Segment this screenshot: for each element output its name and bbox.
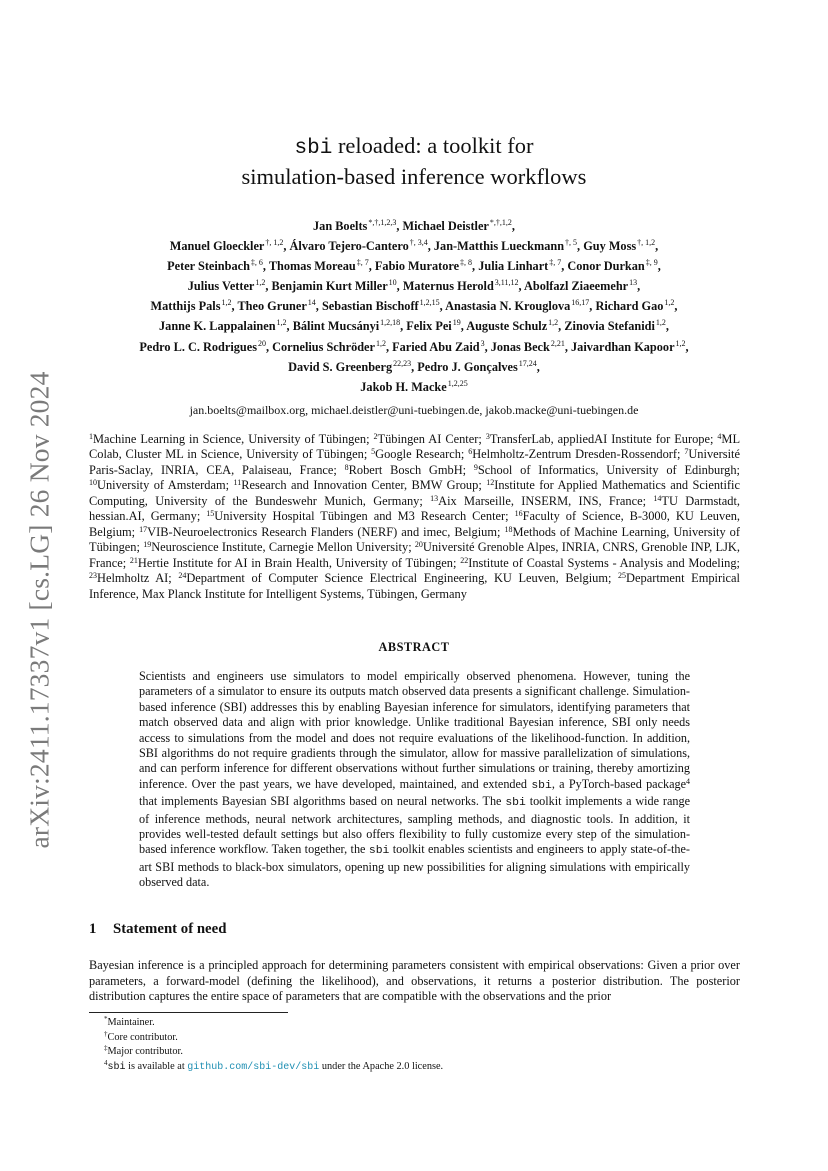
author-name: [417, 360, 537, 374]
author-name-text: Thomas Moreau: [268, 259, 356, 274]
affiliation-item: [430, 494, 646, 508]
arxiv-stamp: [20, 360, 60, 860]
author-name: [290, 239, 428, 253]
affiliation-number: 3: [485, 432, 490, 441]
author-affiliation-marks: 3: [480, 338, 485, 348]
author-name-text: Cornelius Schröder: [272, 339, 375, 354]
section-number: 1: [89, 921, 97, 937]
affiliation-text: TU Darmstadt, hessian.AI, Germany;: [89, 493, 740, 524]
footnotes: [104, 1016, 443, 1076]
section-title-text: Statement of need: [113, 921, 227, 937]
arxiv-stamp-text: arXiv:2411.17337v1 [cs.LG] 26 Nov 2024: [24, 371, 56, 849]
affiliation-number: 19: [143, 540, 152, 550]
author-affiliation-marks: 14: [307, 298, 316, 308]
abstract-part-4: toolkit implements a wide range of inference methods, neural network architectures, sampling methods, and diagnostic tools. In addition, it provides well-tested default settings but also offers flexibility to fully customize every step of the simulation-based inference workflow. Taken together, the: [139, 794, 690, 857]
author-name-text: Manuel Gloeckler: [169, 239, 265, 254]
abstract-part-2: , a PyTorch-based package: [551, 776, 686, 791]
affiliation-item: [374, 432, 482, 446]
affiliation-text: Methods of Machine Learning, University of Tübingen;: [89, 524, 740, 555]
affiliation-text: TransferLab, appliedAI Institute for Europe;: [489, 432, 714, 446]
author-name-text: Felix Pei: [406, 319, 452, 334]
affiliation-item: [233, 478, 481, 492]
affiliation-text: Université Paris-Saclay, INRIA, CEA, Palaiseau, France;: [89, 447, 740, 477]
affiliation-text: Helmholtz AI;: [97, 571, 172, 586]
affiliation-text: Tübingen AI Center;: [377, 432, 482, 446]
affiliation-number: 21: [129, 555, 138, 565]
abstract-part-1: Scientists and engineers use simulators to model empirically observed phenomena. However, tuning the parameters of a simulator to ensure its outputs match observed data presents a significant challenge. Simulation-based inference (SBI) addresses this by enabling Bayesian inference for simulators, identifying parameters that match observed data and align with prior knowledge. Unlike traditional Bayesian inference, SBI only needs access to simulations from the model and does not require evaluations of the likelihood-function. In addition, SBI algorithms do not require gradients through the simulator, allow for massive parallelization of simulations, and can perform inference for different observations without further simulations or training, thereby amortizing inference. Over the past years, we have developed, maintained, and extended: [139, 669, 690, 791]
abstract-text: [139, 669, 690, 891]
author-name-text: Jaivardhan Kapoor: [571, 339, 675, 354]
title-code-name: sbi: [294, 137, 333, 160]
author-affiliation-marks: 1,2: [548, 318, 559, 328]
author-name-text: Julius Vetter: [187, 279, 255, 294]
author-name-text: Michael Deistler: [402, 219, 489, 233]
abstract-part-3: that implements Bayesian SBI algorithms based on neural networks. The: [139, 794, 506, 809]
author-affiliation-marks: 2,21: [550, 338, 565, 348]
author-affiliation-marks: 1,2: [221, 298, 232, 308]
footnote-text: Maintainer.: [107, 1017, 155, 1028]
affiliation-text: School of Informatics, University of Edinburgh;: [477, 462, 740, 477]
affiliation-text: Aix Marseille, INSERM, INS, France;: [438, 493, 647, 508]
author-line: Peter Steinbach$^{\ddagger, 6}$, Thomas Moreau$^{\ddagger, 7}$, Fabio Muratore$^{\ddagger, 8}$, Julia Linhart$^{\ddagger, 7}$, Conor Durkan$^{\ddagger, 9}$,: [167, 258, 661, 274]
author-name: [583, 239, 655, 253]
author-affiliation-marks: 3,11,12: [494, 278, 519, 288]
author-name-text: Maternus Herold: [402, 279, 494, 294]
abstract-code-3: sbi: [368, 845, 390, 858]
author-name-text: David S. Greenberg: [288, 359, 393, 374]
affiliation-text: University Hospital Tübingen and M3 Research Center;: [214, 509, 509, 524]
affiliation-number: 12: [486, 478, 495, 488]
footnote-divider: [89, 1012, 288, 1013]
author-line: Janne K. Lappalainen$^{1,2}$, Bálint Mucsányi$^{1,2,18}$, Felix Pei$^{19}$, Auguste Schulz$^{1,2}$, Zinovia Stefanidi$^{1,2}$,: [159, 318, 669, 334]
paper-title: [0, 132, 828, 191]
author-name: [478, 259, 561, 273]
affiliation-number: 1: [89, 432, 93, 441]
author-name: [567, 259, 657, 273]
github-link[interactable]: github.com/sbi-dev/sbi: [187, 1062, 320, 1074]
affiliation-item: [474, 463, 740, 477]
author-name-text: Peter Steinbach: [167, 259, 250, 274]
author-affiliation-marks: †, 5: [565, 238, 578, 248]
abstract-part-5: toolkit enables scientists and engineers to apply state-of-the-art SBI methods to black-box simulators, opening up new possibilities for aligning simulations with empirically observed data.: [139, 842, 690, 890]
author-name: [595, 299, 674, 313]
affiliation-number: 20: [414, 540, 423, 550]
affiliation-number: 15: [206, 509, 215, 519]
footnote-text: Major contributor.: [107, 1046, 183, 1058]
affiliation-number: 6: [468, 447, 473, 457]
affiliation-item: [89, 432, 370, 446]
affiliation-text: Department Empirical Inference, Max Planck Institute for Intelligent Systems, Tübingen, Germany: [89, 571, 740, 601]
author-name: [167, 259, 263, 273]
footnote-text: Core contributor.: [107, 1031, 178, 1043]
author-list: [90, 216, 738, 397]
affiliation-number: 14: [653, 493, 662, 503]
author-name: [564, 319, 666, 333]
footnote-core: [104, 1031, 443, 1046]
author-name: [524, 279, 637, 293]
title-line-2: simulation-based inference workflows: [241, 164, 587, 189]
footnote-maintainer: [104, 1016, 443, 1031]
author-affiliation-marks: †, 3,4: [409, 238, 428, 248]
abstract-heading: ABSTRACT: [378, 640, 450, 654]
author-affiliation-marks: 1,2: [675, 338, 686, 348]
author-line: Matthijs Pals$^{1,2}$, Theo Gruner$^{14}$, Sebastian Bischoff$^{1,2,15}$, Anastasia N. Krouglova$^{16,17}$, Richard Gao$^{1,2}$,: [150, 298, 678, 314]
author-name: [272, 279, 397, 293]
author-affiliation-marks: †, 1,2: [265, 238, 284, 248]
affiliations: [89, 432, 740, 602]
affiliation-item: [143, 540, 411, 554]
affiliation-text: Neuroscience Institute, Carnegie Mellon University;: [151, 540, 412, 555]
author-affiliation-marks: 20: [258, 338, 266, 348]
affiliation-item: [139, 525, 500, 539]
author-name-text: Julia Linhart: [478, 259, 549, 274]
author-name: [188, 279, 266, 293]
affiliation-item: [345, 463, 466, 477]
author-affiliation-marks: *,†,1,2: [489, 218, 512, 227]
author-name-text: Bálint Mucsányi: [292, 319, 380, 334]
author-name-text: Janne K. Lappalainen: [159, 319, 276, 334]
footnote-text-post: under the Apache 2.0 license.: [319, 1061, 444, 1073]
author-name-text: Matthijs Pals: [150, 299, 221, 314]
author-affiliation-marks: 1,2,15: [419, 298, 440, 308]
affiliation-number: 24: [178, 571, 187, 581]
author-name: [288, 360, 411, 374]
affiliation-number: 8: [344, 462, 349, 472]
affiliation-text: Institute for Applied Mathematics and Scientific Computing, University of the Bundeswehr Munich, Germany;: [89, 478, 740, 508]
author-name: [237, 299, 315, 313]
author-name-text: Faried Abu Zaid: [392, 339, 480, 354]
affiliation-text: Faculty of Science, B-3000, KU Leuven, Belgium;: [89, 509, 740, 539]
affiliation-number: 9: [473, 462, 478, 472]
author-affiliation-marks: †, 1,2: [637, 238, 656, 248]
affiliation-number: 18: [504, 524, 513, 534]
affiliation-number: 10: [89, 478, 97, 488]
footnote-code: sbi: [107, 1062, 126, 1074]
author-affiliation-marks: ‡, 7: [549, 258, 562, 268]
author-line: Julius Vetter$^{1,2}$, Benjamin Kurt Miller$^{10}$, Maternus Herold$^{3,11,12}$, Abolfazl Ziaeemehr$^{13}$,: [187, 278, 641, 294]
author-name: [392, 340, 484, 354]
author-affiliation-marks: 1,2: [664, 298, 675, 308]
affiliation-item: [89, 478, 229, 492]
author-name: [406, 319, 460, 333]
author-line: Manuel Gloeckler$^{\dagger, 1,2}$, Álvaro Tejero-Cantero$^{\dagger, 3,4}$, Jan-Matthis Lueckmann$^{\dagger, 5}$, Guy Moss$^{\dagger, 1,2}$,: [169, 238, 659, 254]
author-affiliation-marks: 1,2,18: [380, 318, 401, 328]
author-name-text: Auguste Schulz: [466, 319, 548, 334]
author-name: [403, 279, 519, 293]
author-name-text: Jakob H. Macke: [360, 379, 447, 394]
affiliation-number: 5: [371, 447, 376, 457]
affiliation-item: [130, 556, 457, 570]
contact-emails: jan.boelts@mailbox.org, michael.deistler@uni-tuebingen.de, jakob.macke@uni-tuebingen.de: [189, 403, 639, 417]
author-name: [159, 319, 287, 333]
author-affiliation-marks: ‡, 8: [460, 258, 473, 268]
affiliation-text: Google Research;: [375, 447, 465, 462]
author-name: [434, 239, 577, 253]
affiliation-text: Machine Learning in Science, University of Tübingen;: [93, 432, 370, 446]
affiliation-number: 16: [514, 509, 523, 519]
author-line: David S. Greenberg$^{22,23}$, Pedro J. Gonçalves$^{17,24}$,: [288, 358, 540, 374]
author-name: [170, 239, 284, 253]
affiliation-number: 17: [139, 524, 148, 534]
author-name-text: Theo Gruner: [237, 299, 307, 314]
author-name: [360, 380, 467, 394]
footnote-mark: ‡: [104, 1044, 108, 1053]
author-name-text: Pedro L. C. Rodrigues: [139, 339, 257, 354]
author-affiliation-marks: 1,2: [655, 318, 666, 328]
author-affiliation-marks: ‡, 9: [645, 258, 658, 268]
author-affiliation-marks: 19: [452, 318, 461, 328]
affiliation-item: [89, 571, 172, 585]
author-name-text: Jan-Matthis Lueckmann: [433, 239, 565, 254]
author-affiliation-marks: ‡, 6: [250, 258, 263, 268]
affiliation-text: Robert Bosch GmbH;: [348, 462, 467, 477]
affiliation-number: 13: [430, 493, 439, 503]
abstract-code-2: sbi: [505, 797, 526, 810]
author-affiliation-marks: 1,2: [375, 338, 386, 348]
author-affiliation-marks: ‡, 7: [356, 258, 369, 268]
affiliation-item: [371, 447, 464, 461]
author-name-text: Richard Gao: [595, 299, 664, 314]
affiliation-number: 2: [373, 432, 378, 441]
affiliation-item: [460, 556, 740, 570]
affiliation-item: [486, 432, 714, 446]
author-name-text: Pedro J. Gonçalves: [417, 359, 518, 374]
affiliation-text: Research and Innovation Center, BMW Group;: [241, 478, 482, 493]
affiliation-text: Helmholtz-Zentrum Dresden-Rossendorf;: [472, 447, 681, 462]
affiliation-item: [178, 571, 611, 585]
affiliation-item: [206, 509, 508, 523]
author-affiliation-marks: 1,2: [276, 318, 287, 328]
footnote-mark: *: [104, 1015, 108, 1023]
affiliation-number: 11: [233, 478, 242, 488]
affiliation-number: 23: [89, 571, 97, 581]
footnote-text-pre: is available at: [125, 1061, 188, 1073]
author-name-text: Anastasia N. Krouglova: [445, 299, 571, 314]
author-affiliation-marks: 17,24: [518, 358, 537, 368]
affiliation-text: Hertie Institute for AI in Brain Health, University of Tübingen;: [137, 555, 457, 570]
affiliation-text: VIB-Neuroelectronics Research Flanders (NERF) and imec, Belgium;: [147, 524, 501, 539]
section-body-text: Bayesian inference is a principled approach for determining parameters consistent with empirical observations: Given a prior over parameters, a forward-model (defining the likelihood), and observations, it returns a posterior distribution. The posterior distribution captures the entire space of parameters that are compatible with the observations and the prior: [89, 958, 740, 1003]
author-name: [375, 259, 472, 273]
affiliation-text: ML Colab, Cluster ML in Science, University of Tübingen;: [89, 432, 741, 462]
abstract-code-1: sbi: [531, 779, 552, 792]
affiliation-text: Institute of Coastal Systems - Analysis and Modeling;: [468, 555, 740, 570]
author-line: Pedro L. C. Rodrigues$^{20}$, Cornelius Schröder$^{1,2}$, Faried Abu Zaid$^3$, Jonas Beck$^{2,21}$, Jaivardhan Kapoor$^{1,2}$,: [139, 338, 689, 354]
author-affiliation-marks: 13: [629, 278, 638, 288]
affiliation-item: [468, 447, 680, 461]
title-line-1-text: reloaded: a toolkit for: [332, 133, 534, 158]
author-name-text: Jonas Beck: [490, 339, 550, 354]
affiliation-number: 7: [684, 447, 689, 457]
author-name: [139, 340, 266, 354]
author-name: [403, 219, 512, 233]
affiliation-number: 25: [618, 571, 627, 581]
footnote-mark: 4: [104, 1059, 108, 1068]
author-name: [150, 299, 231, 313]
footnote-4: [104, 1060, 443, 1076]
author-line: Jan Boelts$^{*,\dagger,1,2,3}$, Michael Deistler$^{*,\dagger,1,2}$,: [313, 218, 515, 233]
title-line-1: [0, 132, 828, 163]
author-name: [269, 259, 369, 273]
footnote-major: [104, 1045, 443, 1060]
author-name: [445, 299, 589, 313]
author-name: [466, 319, 558, 333]
author-name-text: Sebastian Bischoff: [321, 299, 419, 314]
author-affiliation-marks: 22,23: [393, 358, 412, 368]
affiliation-text: Department of Computer Science Electrical Engineering, KU Leuven, Belgium;: [186, 571, 612, 586]
author-affiliation-marks: 1,2,25: [447, 378, 468, 388]
author-name-text: Guy Moss: [583, 239, 637, 254]
author-affiliation-marks: 10: [388, 278, 397, 288]
affiliation-text: Université Grenoble Alpes, INRIA, CNRS, Grenoble INP, LJK, France;: [89, 540, 740, 570]
author-name: [491, 340, 565, 354]
author-affiliation-marks: 16,17: [571, 298, 590, 308]
author-name: [313, 219, 396, 233]
author-name: [571, 340, 686, 354]
author-name-text: Zinovia Stefanidi: [564, 319, 655, 334]
author-affiliation-marks: 1,2: [255, 278, 266, 288]
author-affiliation-marks: *,†,1,2,3: [368, 218, 397, 227]
author-name-text: Benjamin Kurt Miller: [271, 279, 388, 294]
affiliation-number: 4: [717, 432, 722, 441]
author-name-text: Fabio Muratore: [374, 259, 460, 274]
author-name: [293, 319, 400, 333]
author-name: [272, 340, 386, 354]
footnote-mark: †: [104, 1029, 108, 1038]
affiliation-number: 22: [460, 555, 469, 565]
author-name-text: Conor Durkan: [567, 259, 645, 274]
author-name-text: Jan Boelts: [313, 219, 368, 233]
author-name: [322, 299, 440, 313]
footnote-ref-4[interactable]: 4: [686, 776, 690, 786]
author-name-text: Álvaro Tejero-Cantero: [289, 239, 409, 254]
author-name-text: Abolfazl Ziaeemehr: [523, 279, 629, 294]
author-line: [90, 377, 738, 397]
affiliation-text: University of Amsterdam;: [97, 478, 230, 493]
section-heading: [89, 921, 226, 938]
